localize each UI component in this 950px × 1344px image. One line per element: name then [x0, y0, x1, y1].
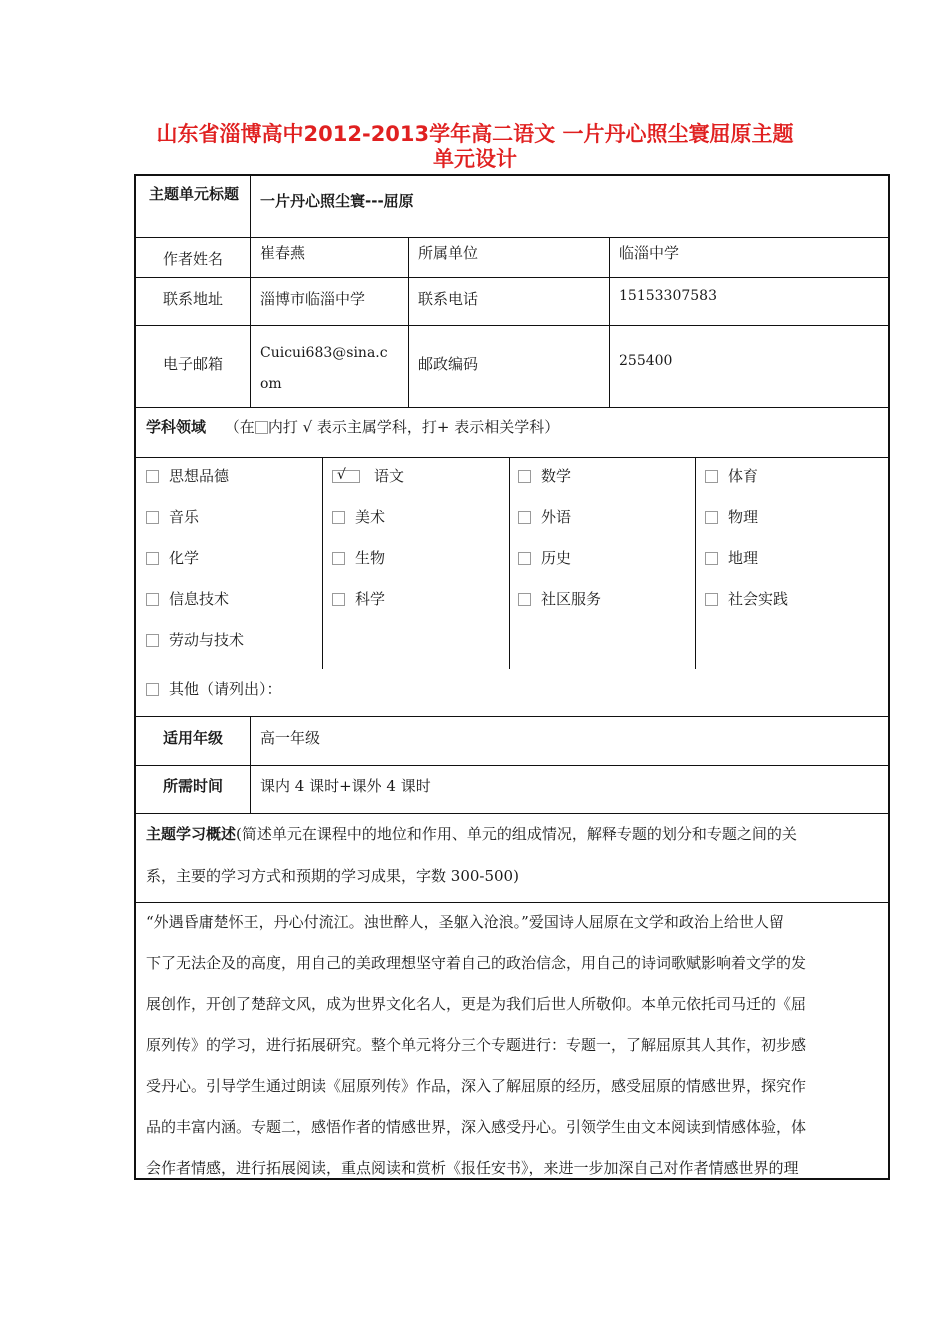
checkbox-icon[interactable] [332, 593, 345, 606]
checkbox-icon[interactable] [518, 552, 531, 565]
checkbox-icon[interactable] [146, 511, 159, 524]
email-value-line-2: om [260, 376, 282, 392]
subject-item[interactable]: 地理 [705, 547, 758, 568]
checkbox-icon[interactable] [146, 634, 159, 647]
overview-line: “外遇昏庸楚怀王，丹心付流江。浊世醉人，圣躯入沧浪。”爱国诗人屈原在文学和政治上给世人留 [146, 913, 784, 931]
title-line-1: 山东省淄博高中2012-2013学年高二语文 一片丹心照尘寰屈原主题 [156, 122, 794, 146]
checkbox-icon[interactable] [705, 552, 718, 565]
checkbox-icon[interactable] [518, 511, 531, 524]
checkbox-icon[interactable] [518, 593, 531, 606]
email-value-line-1: Cuicui683@sina.c [260, 345, 388, 361]
checkbox-icon[interactable] [146, 683, 159, 696]
checkbox-icon[interactable] [332, 511, 345, 524]
checkbox-icon[interactable] [146, 552, 159, 565]
overview-note-line-1: (简述单元在课程中的地位和作用、单元的组成情况，解释专题的划分和专题之间的关 [236, 825, 797, 843]
subject-item-other[interactable]: 其他（请列出）： [146, 678, 282, 699]
overview-line: 原列传》的学习，进行拓展研究。整个单元将分三个专题进行：专题一，了解屈原其人其作，初步感 [146, 1036, 807, 1054]
overview-line: 下了无法企及的高度，用自己的美政理想坚守着自己的政治信念，用自己的诗词歌赋影响着文学的发 [146, 954, 807, 972]
subject-item[interactable]: 体育 [705, 465, 758, 486]
subject-item[interactable]: 美术 [332, 506, 385, 527]
unit-design-table [134, 174, 890, 1180]
author-value: 崔春燕 [260, 244, 306, 262]
overview-line: 展创作，开创了楚辞文风，成为世界文化名人，更是为我们后世人所敬仰。本单元依托司马迁的《屈 [146, 995, 807, 1013]
checkbox-icon[interactable] [705, 593, 718, 606]
subject-area-note-b: 内打 √ 表示主属学科，打+ 表示相关学科） [267, 418, 560, 436]
checkbox-icon[interactable] [518, 470, 531, 483]
subject-item[interactable]: 劳动与技术 [146, 629, 244, 650]
phone-label: 联系电话 [418, 290, 479, 308]
time-value: 课内 4 课时+课外 4 课时 [260, 777, 431, 795]
grade-value: 高一年级 [260, 729, 321, 747]
theme-value: 一片丹心照尘寰---屈原 [260, 192, 414, 210]
document-title [0, 122, 950, 172]
overview-note-line-2: 系，主要的学习方式和预期的学习成果，字数 300-500) [146, 867, 519, 885]
subject-item[interactable]: 社会实践 [705, 588, 788, 609]
subject-item[interactable]: 科学 [332, 588, 385, 609]
email-value [260, 332, 388, 394]
subject-item[interactable]: 社区服务 [518, 588, 601, 609]
subject-item[interactable]: 思想品德 [146, 465, 229, 486]
address-value: 淄博市临淄中学 [260, 290, 366, 308]
subject-item[interactable]: 音乐 [146, 506, 199, 527]
checkbox-icon[interactable] [146, 593, 159, 606]
checkbox-icon[interactable] [705, 470, 718, 483]
checked-checkbox-icon[interactable]: √ [332, 470, 360, 483]
overview-text [146, 902, 880, 1180]
address-label: 联系地址 [162, 290, 223, 308]
overview-line: 受丹心。引导学生通过朗读《屈原列传》作品，深入了解屈原的经历，感受屈原的情感世界，探究作 [146, 1077, 807, 1095]
subject-item[interactable]: 生物 [332, 547, 385, 568]
author-label: 作者姓名 [162, 250, 223, 268]
checkbox-icon[interactable] [332, 552, 345, 565]
checkbox-icon[interactable] [146, 470, 159, 483]
postcode-value: 255400 [619, 353, 673, 369]
subject-area-header [146, 416, 559, 437]
subject-item-chinese[interactable]: √ 语文 [332, 465, 404, 486]
overview-line: 会作者情感，进行拓展阅读，重点阅读和赏析《报任安书》，来进一步加深自己对作者情感世界的理 [146, 1159, 799, 1177]
subject-area-note-a: （在 [224, 418, 255, 436]
overview-label: 主题学习概述 [146, 825, 237, 843]
email-label: 电子邮箱 [162, 355, 223, 373]
subject-area-label: 学科领域 [146, 418, 207, 436]
inline-checkbox-icon [255, 421, 268, 434]
subject-item[interactable]: 外语 [518, 506, 571, 527]
subject-item[interactable]: 数学 [518, 465, 571, 486]
theme-label: 主题单元标题 [148, 185, 239, 203]
phone-value: 15153307583 [619, 288, 717, 304]
unit-label: 所属单位 [418, 244, 479, 262]
unit-value: 临淄中学 [619, 244, 680, 262]
postcode-label: 邮政编码 [418, 355, 479, 373]
overview-header [146, 813, 880, 897]
title-line-2: 单元设计 [433, 147, 517, 171]
subject-item[interactable]: 信息技术 [146, 588, 229, 609]
time-label: 所需时间 [162, 777, 223, 795]
subject-item[interactable]: 历史 [518, 547, 571, 568]
subject-item[interactable]: 化学 [146, 547, 199, 568]
grade-label: 适用年级 [162, 729, 223, 747]
checkbox-icon[interactable] [705, 511, 718, 524]
overview-line: 品的丰富内涵。专题二，感悟作者的情感世界，深入感受丹心。引领学生由文本阅读到情感体验，体 [146, 1118, 807, 1136]
subject-item[interactable]: 物理 [705, 506, 758, 527]
